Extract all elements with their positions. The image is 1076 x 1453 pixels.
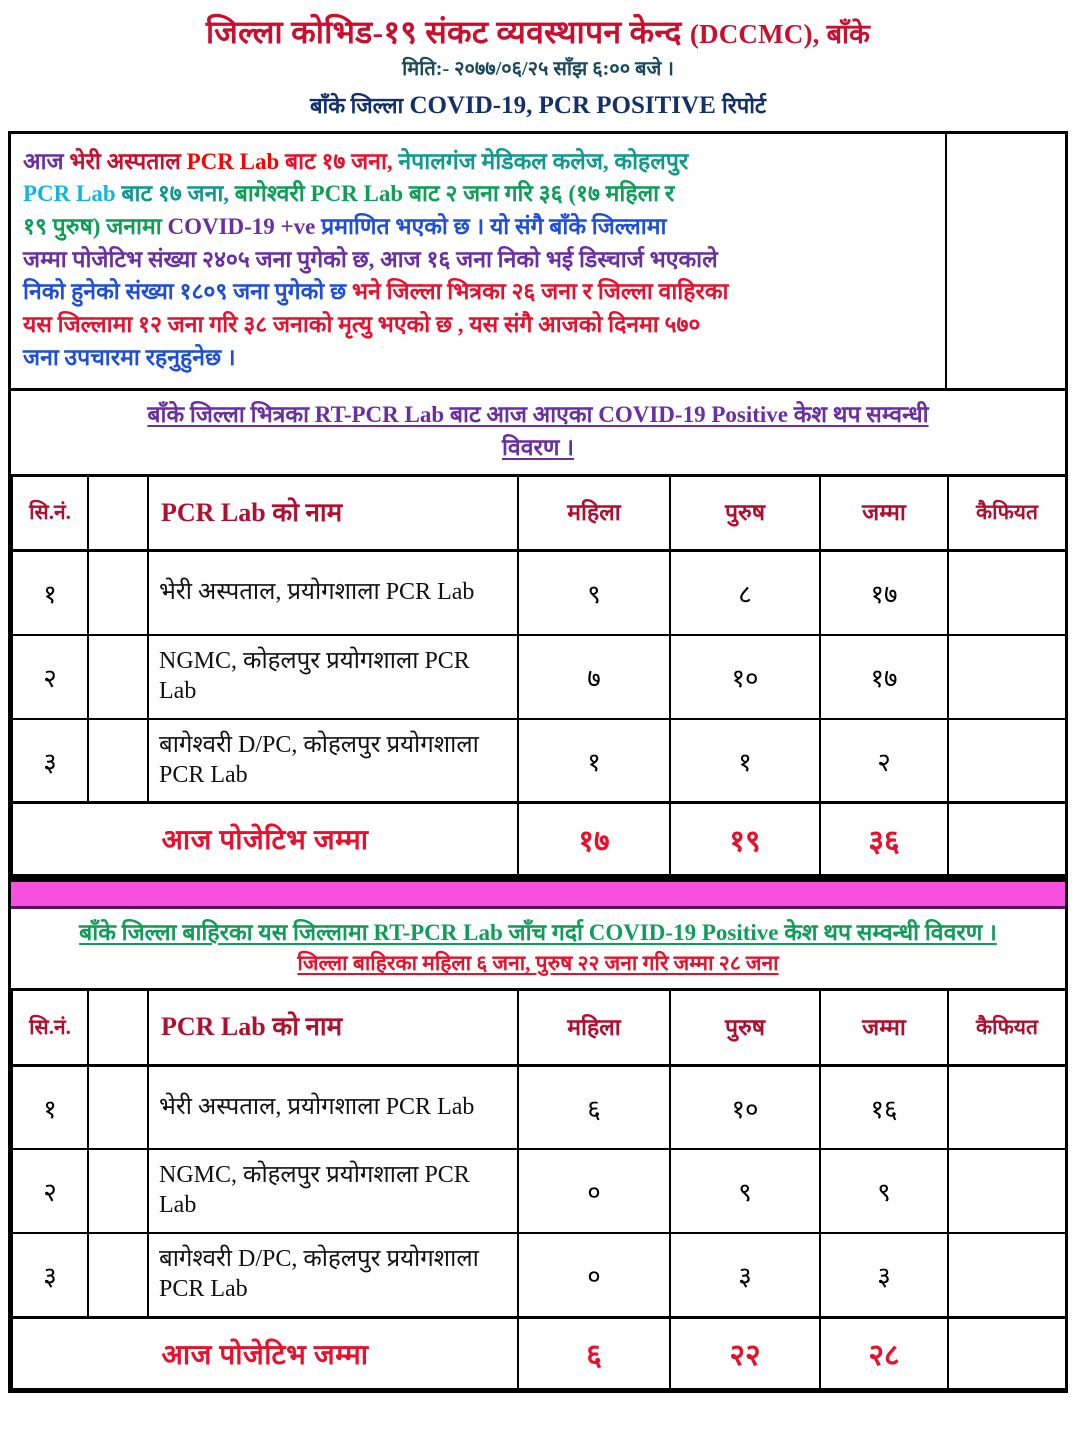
section2-heading (11, 909, 1065, 992)
section1-row3-remarks (948, 719, 1066, 803)
summary-l2-bageshwari: बागेश्वरी (234, 181, 305, 207)
summary-l5-recovered: निको हुनेको संख्या १८०९ जना पुगेको छ (23, 279, 347, 305)
section1-total-label: आज पोजेटिभ जम्मा (12, 803, 518, 875)
section1-row1-male: ८ (670, 551, 820, 635)
section2-col-gap (88, 991, 148, 1065)
section2-header-row (12, 991, 1066, 1065)
section2-row2-male: ९ (670, 1149, 820, 1233)
section1-col-sn: सि.नं. (12, 477, 88, 551)
section2-row3-male: ३ (670, 1233, 820, 1317)
title-nepali: जिल्ला कोभिड-१९ संकट व्यवस्थापन केन्द (205, 14, 682, 50)
section2-row3-lab: बागेश्वरी D/PC, कोहलपुर प्रयोगशाला PCR Lab (148, 1233, 518, 1317)
section2-row2-sn: २ (12, 1149, 88, 1233)
section1-row2-lab: NGMC, कोहलपुर प्रयोगशाला PCR Lab (148, 635, 518, 719)
page-title (0, 14, 1076, 51)
summary-l2-pcrlab2: PCR Lab (310, 181, 404, 207)
summary-l2-count: बाट १७ जना, (121, 181, 230, 207)
section1-row3-gap (88, 719, 148, 803)
section1-row2-remarks (948, 635, 1066, 719)
section1-row1-total: १७ (820, 551, 948, 635)
section1-row1-sn: १ (12, 551, 88, 635)
section2-col-male: पुरुष (670, 991, 820, 1065)
section2-col-female: महिला (518, 991, 670, 1065)
summary-l1-aaj: आज (23, 148, 64, 174)
summary-l3-rest: प्रमाणित भएको छ । यो संगै बाँके जिल्लामा (321, 214, 667, 240)
summary-line-7: जना उपचारमा रहनुहुनेछ । (23, 344, 236, 370)
section2-row1-remarks (948, 1065, 1066, 1149)
section2-row1-total: १६ (820, 1065, 948, 1149)
section2-col-labname: PCR Lab को नाम (148, 991, 518, 1065)
section2-total-female: ६ (518, 1317, 670, 1389)
section2-table-wrap (11, 991, 1065, 1390)
section1-heading (11, 391, 1065, 476)
summary-right-spacer (947, 134, 1065, 389)
section2-row2-total: ९ (820, 1149, 948, 1233)
summary-l2-rest: बाट २ जना गरि ३६ (१७ महिला र (408, 181, 675, 207)
summary-line-1 (23, 146, 935, 179)
section1-row1-lab: भेरी अस्पताल, प्रयोगशाला PCR Lab (148, 551, 518, 635)
section1-row2-female: ७ (518, 635, 670, 719)
summary-l1-bheri: भेरी अस्पताल (69, 148, 181, 174)
section2-heading-line1: बाँके जिल्ला बाहिरका यस जिल्लामा RT-PCR Lab जाँच गर्दा COVID-19 Positive केश थप सम्वन्धी विवरण । (79, 919, 997, 945)
section1-col-total: जम्मा (820, 477, 948, 551)
section2-row3-gap (88, 1233, 148, 1317)
summary-l3-male: १९ पुरुष) जनामा (23, 214, 162, 240)
section1-total-total: ३६ (820, 803, 948, 875)
summary-line-2 (23, 178, 935, 211)
summary-line-3 (23, 211, 935, 244)
section2-row1-lab: भेरी अस्पताल, प्रयोगशाला PCR Lab (148, 1065, 518, 1149)
section1-heading-line1: बाँके जिल्ला भित्रका RT-PCR Lab बाट आज आएका COVID-19 Positive केश थप सम्वन्धी (147, 402, 929, 428)
section2-row2-female: ० (518, 1149, 670, 1233)
section1-table-wrap (11, 477, 1065, 879)
section1-total-remarks (948, 803, 1066, 875)
section2-col-total: जम्मा (820, 991, 948, 1065)
report-subtitle (0, 91, 1076, 121)
section2-table (11, 991, 1067, 1390)
section1-col-male: पुरुष (670, 477, 820, 551)
section2-col-remarks: कैफियत (948, 991, 1066, 1065)
section1-heading-line2: विवरण । (501, 434, 575, 460)
section1-header-row (12, 477, 1066, 551)
section2-row3-remarks (948, 1233, 1066, 1317)
title-dccmc: (DCCMC), बाँके (689, 19, 871, 49)
section1-table (11, 477, 1067, 876)
report-frame (8, 131, 1068, 1394)
section2-row1-male: १० (670, 1065, 820, 1149)
section2-heading-line2: जिल्ला बाहिरका महिला ६ जना, पुरुष २२ जना गरि जम्मा २८ जना (297, 950, 779, 975)
section2-total-row (12, 1317, 1066, 1389)
section1-row1-gap (88, 551, 148, 635)
section2-row1-female: ६ (518, 1065, 670, 1149)
section2-row3-sn: ३ (12, 1233, 88, 1317)
section2-total-total: २८ (820, 1317, 948, 1389)
summary-line-6: यस जिल्लामा १२ जना गरि ३८ जनाको मृत्यु भएको छ , यस संगै आजको दिनमा ५७० (23, 312, 701, 338)
section1-total-male: १९ (670, 803, 820, 875)
section1-row2-gap (88, 635, 148, 719)
section1-row3-lab: बागेश्वरी D/PC, कोहलपुर प्रयोगशाला PCR Lab (148, 719, 518, 803)
subtitle-covid-label: COVID-19, PCR POSITIVE (409, 91, 716, 119)
section1-col-labname: PCR Lab को नाम (148, 477, 518, 551)
summary-l1-pcrlab: PCR Lab (186, 148, 280, 174)
section1-col-gap (88, 477, 148, 551)
summary-block (11, 134, 1065, 392)
table-row (12, 1149, 1066, 1233)
table-row (12, 719, 1066, 803)
section2-total-label: आज पोजेटिभ जम्मा (12, 1317, 518, 1389)
section2-total-remarks (948, 1317, 1066, 1389)
section1-row3-sn: ३ (12, 719, 88, 803)
section2-row3-total: ३ (820, 1233, 948, 1317)
section2-row3-female: ० (518, 1233, 670, 1317)
summary-l5-deaths-lead: भने जिल्ला भित्रका २६ जना र जिल्ला वाहिरका (351, 279, 729, 305)
section1-row1-female: ९ (518, 551, 670, 635)
summary-paragraph (11, 134, 947, 389)
subtitle-district: बाँके जिल्ला (310, 92, 404, 118)
section-divider-bar (11, 879, 1065, 909)
summary-l2-pcrlab: PCR Lab (23, 181, 116, 207)
section1-col-remarks: कैफियत (948, 477, 1066, 551)
table-row (12, 635, 1066, 719)
section1-row3-male: १ (670, 719, 820, 803)
section2-row2-remarks (948, 1149, 1066, 1233)
section1-row3-total: २ (820, 719, 948, 803)
section1-total-female: १७ (518, 803, 670, 875)
summary-l1-ngmc: नेपालगंज मेडिकल कलेज, कोहलपुर (398, 148, 689, 174)
subtitle-report-word: रिपोर्ट (722, 92, 766, 118)
section2-row2-lab: NGMC, कोहलपुर प्रयोगशाला PCR Lab (148, 1149, 518, 1233)
section2-row1-sn: १ (12, 1065, 88, 1149)
table-row (12, 1065, 1066, 1149)
section1-row2-total: १७ (820, 635, 948, 719)
section1-total-row (12, 803, 1066, 875)
report-header (0, 0, 1076, 121)
section2-row2-gap (88, 1149, 148, 1233)
summary-l3-covid-positive: COVID-19 +ve (167, 214, 316, 240)
section1-row2-male: १० (670, 635, 820, 719)
summary-l1-count: बाट १७ जना, (285, 148, 393, 174)
section1-row2-sn: २ (12, 635, 88, 719)
summary-line-5 (23, 276, 935, 309)
summary-line-4: जम्मा पोजेटिभ संख्या २४०५ जना पुगेको छ, आज १६ जना निको भई डिस्चार्ज भएकाले (23, 246, 718, 272)
table-row (12, 1233, 1066, 1317)
section1-row3-female: १ (518, 719, 670, 803)
section1-col-female: महिला (518, 477, 670, 551)
section2-row1-gap (88, 1065, 148, 1149)
report-date: मिति:- २०७७/०६/२५ साँझ ६:०० बजे । (402, 57, 674, 80)
section2-col-sn: सि.नं. (12, 991, 88, 1065)
section2-total-male: २२ (670, 1317, 820, 1389)
table-row (12, 551, 1066, 635)
section1-row1-remarks (948, 551, 1066, 635)
